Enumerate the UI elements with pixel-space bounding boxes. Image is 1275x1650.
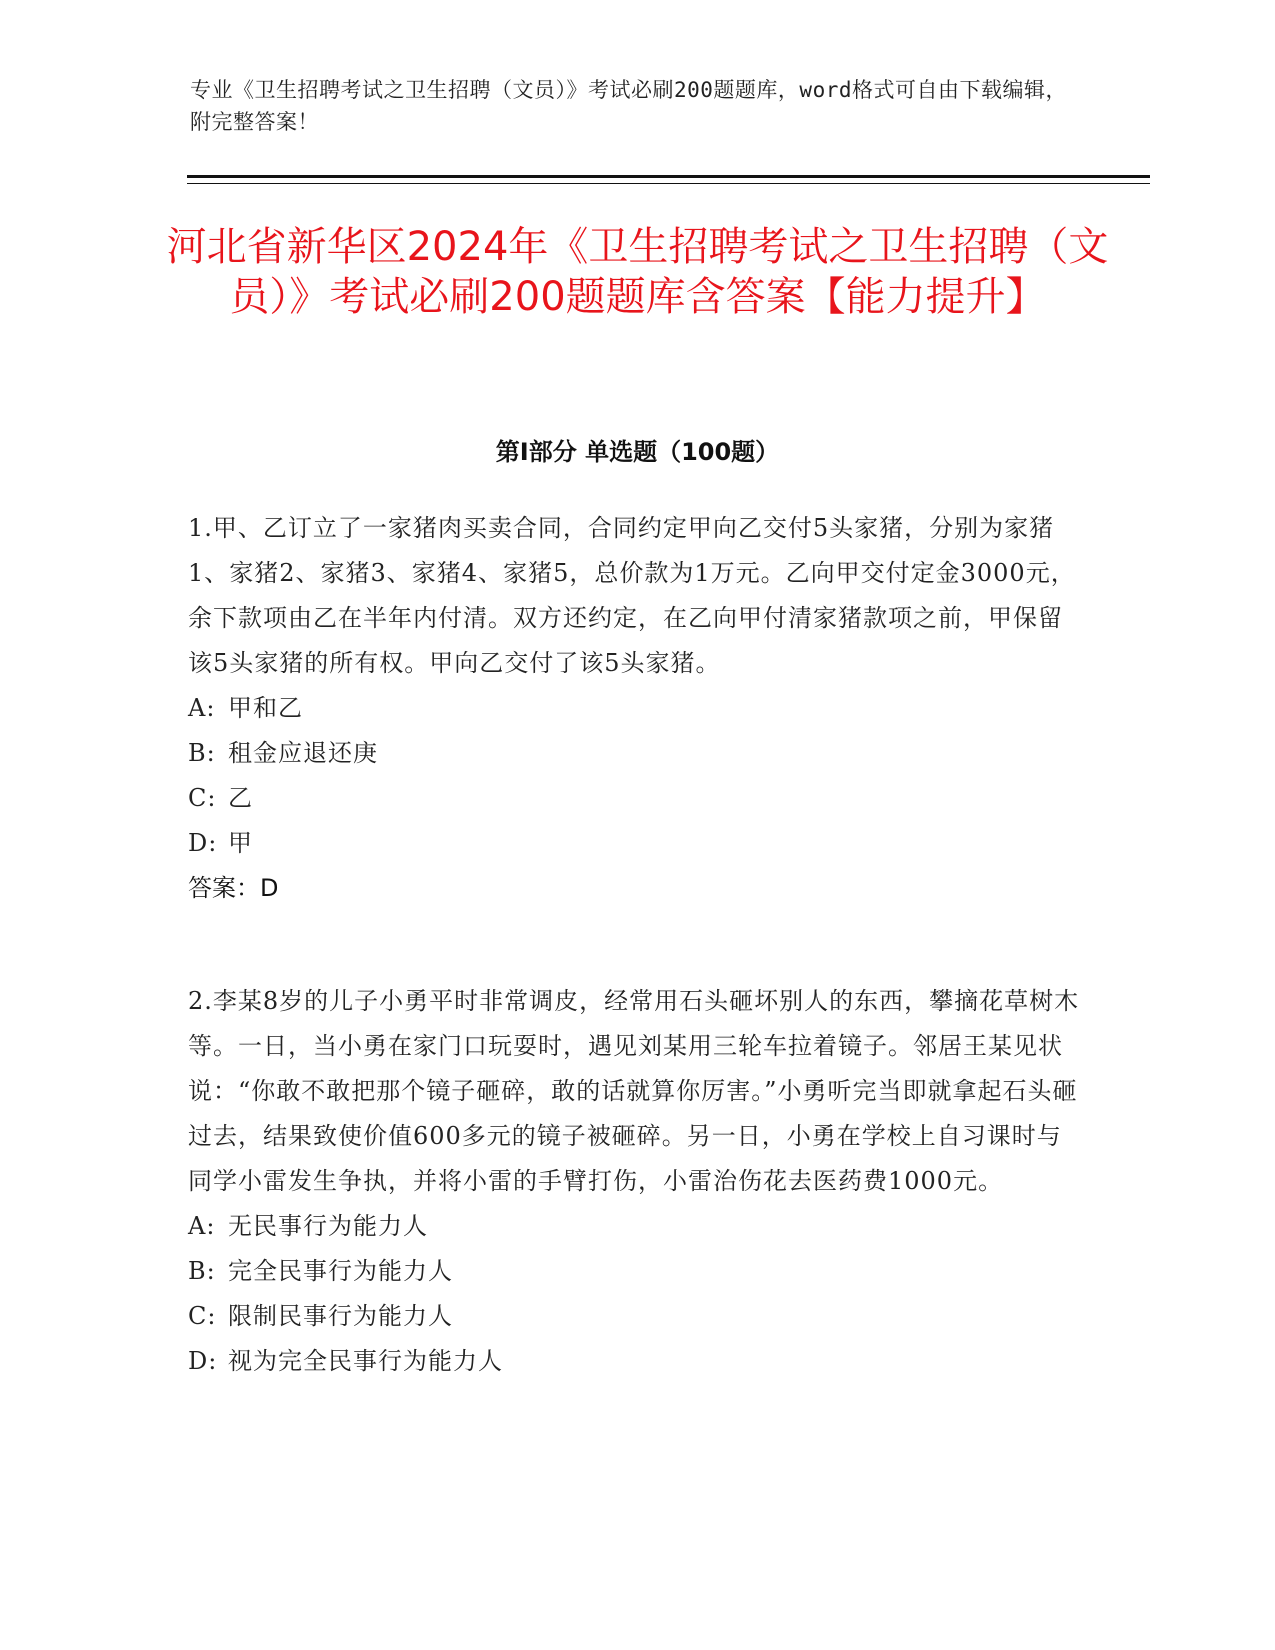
option-c [188, 1294, 1083, 1339]
option-letter: D: [188, 829, 218, 857]
question-2 [188, 979, 1083, 1384]
option-text: 视为完全民事行为能力人 [228, 1347, 503, 1375]
question-stem: 2.李某8岁的儿子小勇平时非常调皮，经常用石头砸坏别人的东西，攀摘花草树木等。一日，当小勇在家门口玩耍时，遇见刘某用三轮车拉着镜子。邻居王某见状说：“你敢不敢把那个镜子砸碎，敢的话就算你厉害。”小勇听完当即就拿起石头砸过去，结果致使价值600多元的镜子被砸碎。另一日，小勇在学校上自习课时与同学小雷发生争执，并将小雷的手臂打伤，小雷治伤花去医药费1000元。 [188, 987, 1080, 1195]
option-letter: B: [188, 739, 216, 767]
section-title: 第Ⅰ部分 单选题（100题） [495, 438, 780, 466]
header-note: 专业《卫生招聘考试之卫生招聘（文员）》考试必刷200题题库，word格式可自由下载编辑，附完整答案！ [190, 78, 1067, 134]
option-b [188, 1249, 1083, 1294]
option-d [188, 821, 1083, 866]
option-letter: C: [188, 1302, 217, 1330]
option-text: 完全民事行为能力人 [228, 1257, 453, 1285]
option-d [188, 1339, 1083, 1384]
option-text: 限制民事行为能力人 [228, 1302, 453, 1330]
option-text: 租金应退还庚 [228, 739, 378, 767]
option-text: 甲和乙 [228, 694, 303, 722]
option-text: 无民事行为能力人 [228, 1212, 428, 1240]
option-letter: C: [188, 784, 217, 812]
option-letter: A: [188, 694, 216, 722]
option-letter: D: [188, 1347, 218, 1375]
option-letter: A: [188, 1212, 216, 1240]
question-stem: 1.甲、乙订立了一家猪肉买卖合同，合同约定甲向乙交付5头家猪，分别为家猪1、家猪2、家猪3、家猪4、家猪5，总价款为1万元。乙向甲交付定金3000元，余下款项由乙在半年内付清。双方还约定，在乙向甲付清家猪款项之前，甲保留该5头家猪的所有权。甲向乙交付了该5头家猪。 [188, 514, 1076, 677]
answer-line: 答案：D [188, 874, 279, 902]
option-c [188, 776, 1083, 821]
option-a [188, 1204, 1083, 1249]
option-b [188, 731, 1083, 776]
document-title: 河北省新华区2024年《卫生招聘考试之卫生招聘（文员）》考试必刷200题题库含答案【能力提升】 [166, 224, 1109, 320]
option-letter: B: [188, 1257, 216, 1285]
header-divider-thick [187, 175, 1150, 178]
option-text: 乙 [228, 784, 253, 812]
question-1 [188, 506, 1083, 911]
header-divider-thin [187, 183, 1150, 184]
option-text: 甲 [228, 829, 253, 857]
option-a [188, 686, 1083, 731]
